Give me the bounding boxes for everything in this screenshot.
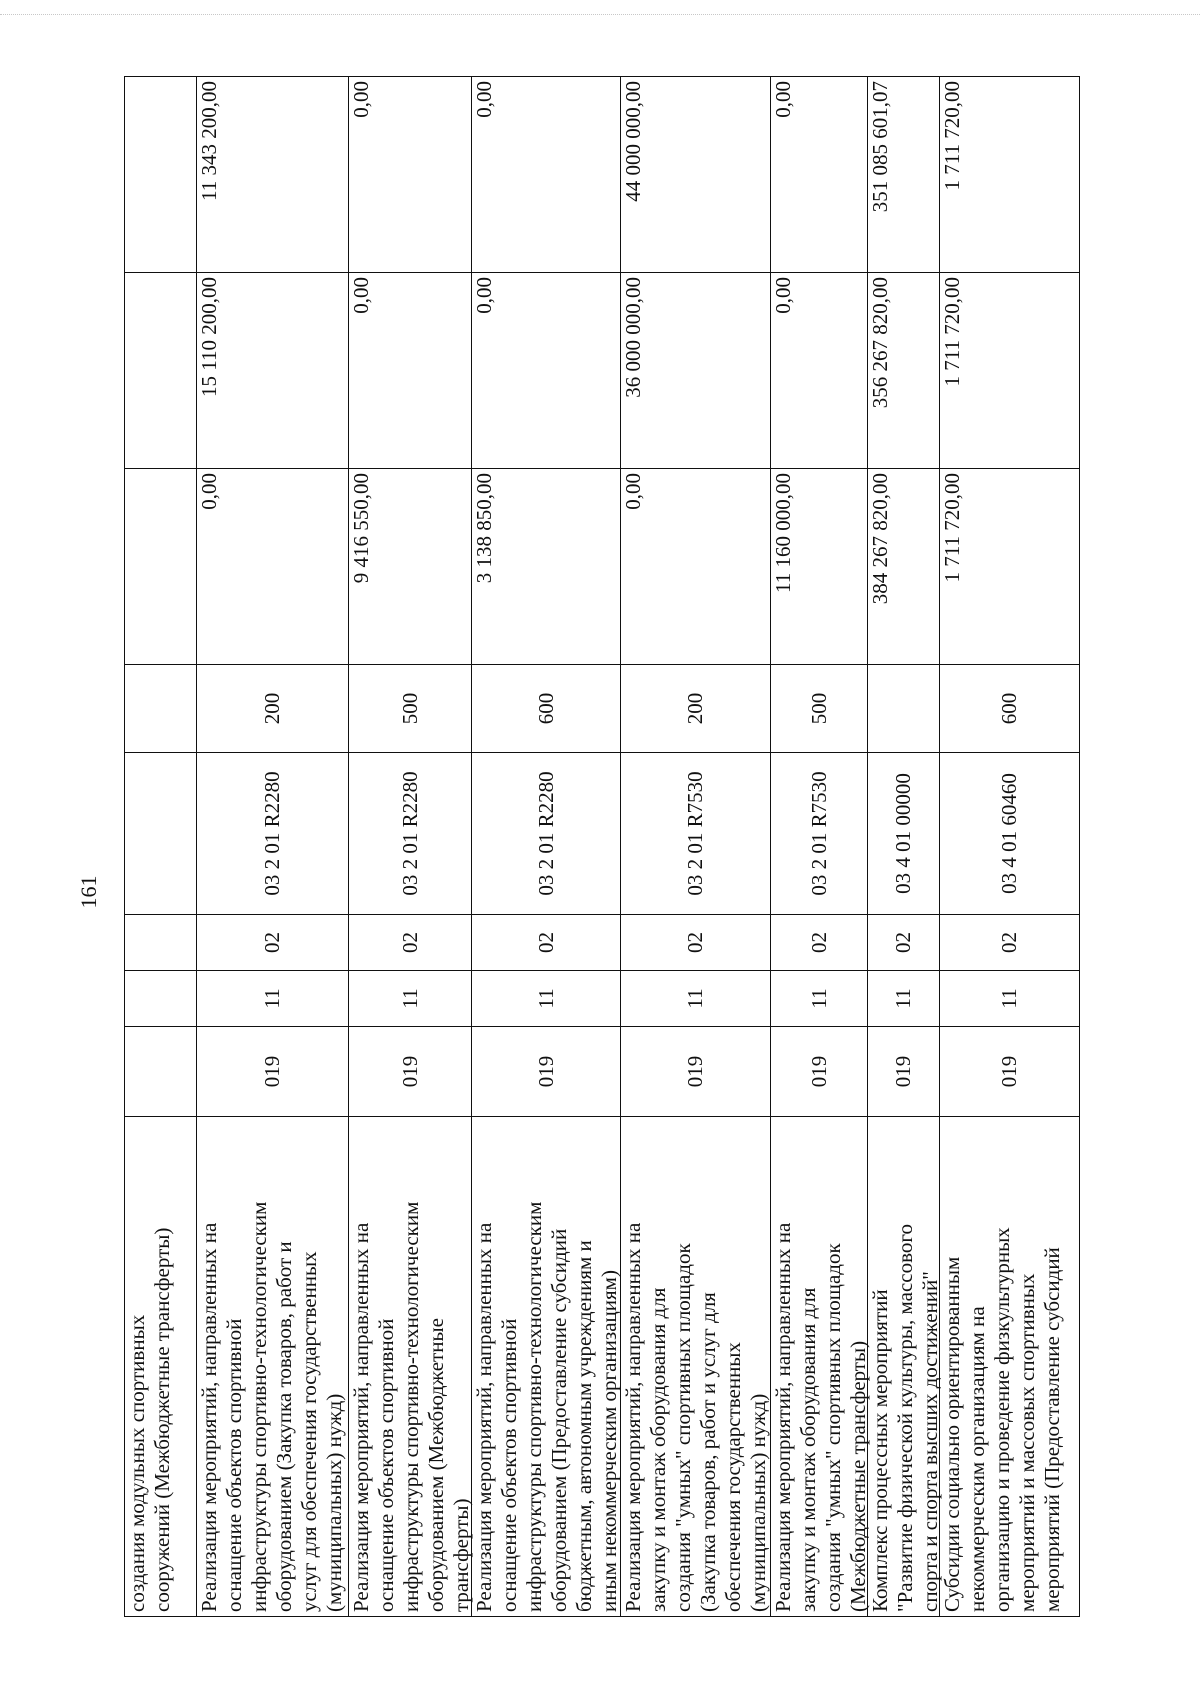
cell-name-line: оснащение объектов спортивной [497,1318,521,1612]
cell-name-line: "Развитие физической культуры, массового [893,1224,917,1612]
cell-name-line: создания "умных" спортивных площадок [821,1243,845,1612]
cell-name [621,1117,771,1617]
cell-sum-1: 9 416 550,00 [349,469,472,665]
cell-name-line: спорта и спорта высших достижений" [918,1271,942,1612]
cell-sum-2: 0,00 [349,273,472,469]
cell-name-line: оборудованием (Закупка товаров, работ и [272,1241,296,1612]
cell-rz: 11 [868,971,940,1027]
table-row [472,77,621,1617]
table-row [197,77,349,1617]
cell-gr: 019 [940,1027,1080,1117]
cell-rz: 11 [472,971,621,1027]
cell-name-line: бюджетным, автономным учреждениям и [572,1240,596,1612]
cell-sum-2: 356 267 820,00 [868,273,940,469]
cell-csr: 03 2 01 R2280 [472,753,621,915]
cell-gr: 019 [868,1027,940,1117]
table-row [125,77,197,1617]
cell-vr: 500 [349,665,472,753]
cell-sum-2: 1 711 720,00 [940,273,1080,469]
cell-rz: 11 [621,971,771,1027]
cell-sum-1: 384 267 820,00 [868,469,940,665]
cell-gr: 019 [621,1027,771,1117]
cell-pr: 02 [472,915,621,971]
cell-vr: 600 [472,665,621,753]
cell-sum-2 [125,273,197,469]
cell-name-line: трансферты) [449,1498,473,1612]
cell-vr: 200 [197,665,349,753]
cell-name [868,1117,940,1617]
cell-name-line: оборудованием (Межбюджетные [424,1318,448,1612]
cell-pr: 02 [940,915,1080,971]
cell-name [771,1117,868,1617]
cell-name-line: создания модульных спортивных [125,1314,149,1612]
cell-gr: 019 [771,1027,868,1117]
cell-name-line: (Закупка товаров, работ и услуг для [696,1292,720,1612]
cell-sum-2: 0,00 [472,273,621,469]
cell-rz: 11 [349,971,472,1027]
cell-sum-3: 0,00 [349,77,472,273]
cell-name-line: обеспечения государственных [721,1342,745,1612]
cell-csr: 03 2 01 R7530 [771,753,868,915]
cell-name-line: мероприятий и массовых спортивных [1015,1273,1039,1612]
cell-rz: 11 [197,971,349,1027]
cell-pr: 02 [621,915,771,971]
cell-name-line: иным некоммерческим организациям) [597,1270,621,1612]
cell-name-line: Комплекс процессных мероприятий [868,1289,892,1612]
cell-name-line: оснащение объектов спортивной [374,1318,398,1612]
cell-name-line: Реализация мероприятий, направленных на [621,1222,645,1612]
cell-pr [125,915,197,971]
cell-vr [125,665,197,753]
cell-sum-1: 0,00 [197,469,349,665]
cell-name-line: инфраструктуры спортивно-технологическим [399,1201,423,1612]
cell-vr [868,665,940,753]
cell-csr: 03 2 01 R7530 [621,753,771,915]
cell-sum-1 [125,469,197,665]
cell-gr: 019 [197,1027,349,1117]
page-number: 161 [76,875,101,909]
table-row [868,77,940,1617]
cell-name-line: (муниципальных) нужд) [322,1393,346,1612]
cell-sum-1: 11 160 000,00 [771,469,868,665]
cell-gr [125,1027,197,1117]
cell-name-line: организацию и проведение физкультурных [990,1227,1014,1612]
cell-sum-3: 0,00 [472,77,621,273]
cell-name [125,1117,197,1617]
cell-csr: 03 2 01 R2280 [197,753,349,915]
cell-name-line: (Межбюджетные трансферты) [846,1340,870,1612]
cell-sum-3: 11 343 200,00 [197,77,349,273]
cell-name-line: мероприятий (Предоставление субсидий [1040,1247,1064,1612]
cell-name-line: некоммерческим организациям на [965,1306,989,1612]
cell-sum-3: 0,00 [771,77,868,273]
budget-table [124,76,1080,1617]
cell-name-line: закупку и монтаж оборудования для [646,1287,670,1612]
cell-name-line: Реализация мероприятий, направленных на [349,1222,373,1612]
cell-rz [125,971,197,1027]
cell-sum-2: 15 110 200,00 [197,273,349,469]
cell-vr: 600 [940,665,1080,753]
table-row [349,77,472,1617]
rotated-table-container [124,77,1079,1617]
table-row [621,77,771,1617]
cell-sum-3: 1 711 720,00 [940,77,1080,273]
cell-csr: 03 4 01 00000 [868,753,940,915]
table-row [771,77,868,1617]
cell-sum-3: 44 000 000,00 [621,77,771,273]
cell-pr: 02 [868,915,940,971]
cell-name-line: услуг для обеспечения государственных [297,1251,321,1612]
cell-rz: 11 [771,971,868,1027]
cell-name [472,1117,621,1617]
cell-csr [125,753,197,915]
cell-rz: 11 [940,971,1080,1027]
cell-pr: 02 [197,915,349,971]
cell-vr: 200 [621,665,771,753]
cell-sum-3: 351 085 601,07 [868,77,940,273]
cell-sum-1: 1 711 720,00 [940,469,1080,665]
scan-edge-line [0,14,1200,15]
cell-name [197,1117,349,1617]
cell-name [940,1117,1080,1617]
cell-name-line: закупку и монтаж оборудования для [796,1287,820,1612]
cell-sum-2: 36 000 000,00 [621,273,771,469]
cell-csr: 03 2 01 R2280 [349,753,472,915]
cell-sum-1: 3 138 850,00 [472,469,621,665]
cell-name-line: создания "умных" спортивных площадок [671,1243,695,1612]
cell-name-line: Субсидии социально ориентированным [940,1256,964,1612]
cell-gr: 019 [349,1027,472,1117]
cell-sum-1: 0,00 [621,469,771,665]
cell-name-line: Реализация мероприятий, направленных на [197,1222,221,1612]
cell-sum-2: 0,00 [771,273,868,469]
cell-name-line: сооружений (Межбюджетные трансферты) [150,1227,174,1612]
cell-gr: 019 [472,1027,621,1117]
cell-csr: 03 4 01 60460 [940,753,1080,915]
cell-name-line: оборудованием (Предоставление субсидий [547,1228,571,1612]
cell-sum-3 [125,77,197,273]
cell-name-line: инфраструктуры спортивно-технологическим [522,1201,546,1612]
cell-pr: 02 [771,915,868,971]
cell-name [349,1117,472,1617]
cell-name-line: Реализация мероприятий, направленных на [472,1222,496,1612]
cell-name-line: (муниципальных) нужд) [746,1393,770,1612]
cell-vr: 500 [771,665,868,753]
cell-name-line: инфраструктуры спортивно-технологическим [247,1201,271,1612]
table-row [940,77,1080,1617]
cell-name-line: оснащение объектов спортивной [222,1318,246,1612]
cell-name-line: Реализация мероприятий, направленных на [771,1222,795,1612]
cell-pr: 02 [349,915,472,971]
